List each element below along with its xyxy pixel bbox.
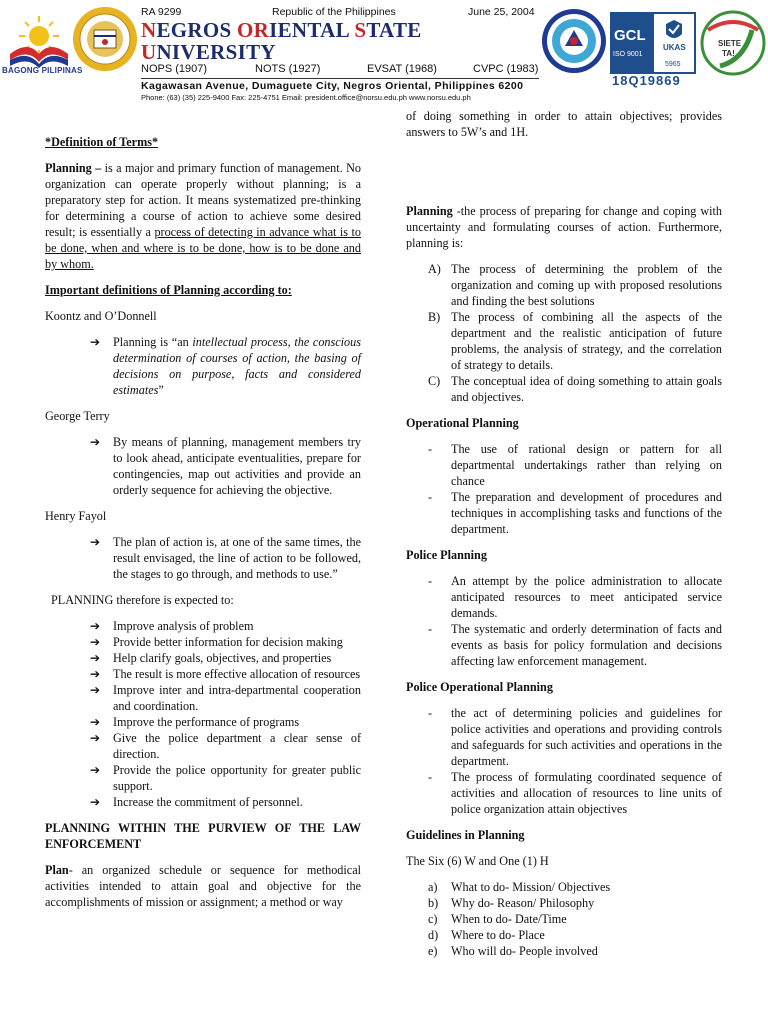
arrow-icon: ➔ — [90, 667, 101, 681]
plan-definition-continued: of doing something in order to attain objectives; provides answers to 5W’s and 1H. — [406, 109, 722, 139]
list-item: - The preparation and development of procedures and techniques in accomplishing tasks and functions of the department. — [428, 490, 722, 536]
list-item: ➔ Provide better information for decision making — [90, 635, 343, 649]
list-item: ➔ The plan of action is, at one of the same times, the result envisaged, the line of action to be followed, the stages to go through, and methods to use.” — [90, 535, 361, 581]
arrow-icon: ➔ — [90, 651, 101, 665]
arrow-icon: ➔ — [90, 715, 101, 729]
list-item: - The process of formulating coordinated sequence of activities and allocation of resources to line units of police organization attain objectives — [428, 770, 722, 816]
list-item: - The systematic and orderly determination of facts and events as basis for policy formulation and decisions affecting law enforcement management. — [428, 622, 722, 668]
author-fayol: Henry Fayol — [45, 509, 107, 523]
list-item: - An attempt by the police administration to allocate anticipated resources to meet anticipated service demands. — [428, 574, 722, 620]
guidelines-heading: Guidelines in Planning — [406, 828, 525, 842]
list-item: e) Who will do- People involved — [428, 944, 598, 958]
siete-tai-logo — [700, 10, 766, 76]
svg-text:5965: 5965 — [665, 61, 681, 68]
list-item: ➔ Improve analysis of problem — [90, 619, 254, 633]
svg-text:UKAS: UKAS — [663, 43, 686, 52]
list-item: B) The process of combining all the aspects of the department and the realistic anticipation of future problems, the analysis of strategy, and the correlation of strategy to details. — [428, 310, 722, 372]
list-item: ➔ Provide the police opportunity for greater public support. — [90, 763, 361, 793]
bagong-pilipinas-text: BAGONG PILIPINAS — [2, 66, 83, 75]
operational-planning-heading: Operational Planning — [406, 416, 519, 430]
planning-items-list — [406, 261, 722, 405]
arrow-icon: ➔ — [90, 795, 101, 809]
list-item: d) Where to do- Place — [428, 928, 545, 942]
police-operational-planning-heading: Police Operational Planning — [406, 680, 553, 694]
fayol-quote-list — [90, 534, 361, 582]
police-planning-heading: Police Planning — [406, 548, 487, 562]
police-operational-planning-list — [406, 705, 722, 817]
republic-text: Republic of the Philippines — [272, 6, 396, 18]
list-item: a) What to do- Mission/ Objectives — [428, 880, 611, 894]
list-item: c) When to do- Date/Time — [428, 912, 567, 926]
list-item: - the act of determining policies and guidelines for police activities and operations and providing controls and safeguards for such activities and operations in the department. — [428, 706, 722, 768]
left-column — [45, 108, 361, 910]
expected-list — [90, 618, 361, 810]
list-item: A) The process of determining the problem of the organization and coming up with proposed resolutions and finding the best solutions — [428, 262, 722, 308]
important-definitions-heading: Important definitions of Planning according to: — [45, 283, 292, 297]
university-name: NEGROS ORIENTAL STATE UNIVERSITY — [141, 18, 422, 64]
letterhead-text — [141, 6, 539, 102]
author-koontz: Koontz and O’Donnell — [45, 309, 157, 323]
campus-seal — [541, 8, 607, 74]
list-item: - The use of rational design or pattern for all departmental undertakings rather than relying on chance — [428, 442, 722, 488]
letterhead — [0, 0, 768, 102]
police-planning-list — [406, 573, 722, 669]
arrow-icon: ➔ — [90, 635, 101, 649]
list-item: ➔ Improve the performance of programs — [90, 715, 300, 729]
list-item: C) The conceptual idea of doing something to attain goals and objectives. — [428, 374, 722, 404]
list-item: ➔ Increase the commitment of personnel. — [90, 795, 303, 809]
campus-list: NOPS (1907) NOTS (1927) EVSAT (1968) CVPC (1983) — [141, 63, 539, 75]
arrow-icon: ➔ — [90, 335, 101, 349]
svg-text:TA!: TA! — [722, 49, 735, 58]
author-terry: George Terry — [45, 409, 110, 423]
list-item: b) Why do- Reason/ Philosophy — [428, 896, 595, 910]
planning-definition-2: Planning -the process of preparing for change and coping with uncertainty and formulating courses of action. Furthermore, planning is: — [406, 204, 722, 250]
six-w-one-h: The Six (6) W and One (1) H — [406, 854, 549, 868]
certificate-number: 18Q19869 — [612, 73, 681, 88]
founding-date: June 25, 2004 — [468, 6, 535, 18]
list-item: ➔ Improve inter and intra-departmental cooperation and coordination. — [90, 683, 361, 713]
arrow-icon: ➔ — [90, 683, 101, 697]
arrow-icon: ➔ — [90, 435, 101, 449]
list-item: ➔ Help clarify goals, objectives, and properties — [90, 651, 332, 665]
svg-text:ISO 9001: ISO 9001 — [613, 51, 643, 58]
koontz-quote-list — [90, 334, 361, 398]
expected-intro: PLANNING therefore is expected to: — [51, 593, 234, 607]
w-items-list — [406, 879, 722, 959]
list-item: ➔ Give the police department a clear sense of direction. — [90, 731, 361, 761]
plan-definition: Plan- an organized schedule or sequence for methodical activities intended to attain goal and objective for the accomplishments of mission or assignment; a method or way — [45, 863, 361, 909]
svg-text:SIETE: SIETE — [718, 39, 742, 48]
arrow-icon: ➔ — [90, 763, 101, 777]
svg-text:GCL: GCL — [614, 27, 646, 44]
list-item: ➔ The result is more effective allocation of resources — [90, 667, 361, 681]
definition-of-terms-title: *Definition of Terms* — [45, 135, 159, 149]
planning-definition: Planning – is a major and primary function of management. No organization can operate properly without planning; is a preparatory step for action. It means systematized pre-thinking for determining a course of action to achieve some desired result; is essentially a process of detecting in advance what is to be done, when and where is to be done, how is to be done and by whom. — [45, 161, 361, 271]
arrow-icon: ➔ — [90, 535, 101, 549]
university-seal — [72, 6, 138, 72]
list-item: ➔ Planning is “an intellectual process, the conscious determination of courses of action, the basing of decisions on purpose, facts and considered estimates” — [90, 335, 361, 397]
bagong-pilipinas-logo — [8, 10, 70, 70]
arrow-icon: ➔ — [90, 731, 101, 745]
arrow-icon: ➔ — [90, 619, 101, 633]
university-address: Kagawasan Avenue, Dumaguete City, Negros Oriental, Philippines 6200 — [141, 80, 524, 92]
operational-planning-list — [406, 441, 722, 537]
law-enforcement-heading: PLANNING WITHIN THE PURVIEW OF THE LAW ENFORCEMENT — [45, 821, 361, 851]
ra-number: RA 9299 — [141, 6, 182, 18]
right-column — [406, 108, 722, 959]
gcl-ukas-certification-icon — [610, 12, 696, 74]
contact-line: Phone: (63) (35) 225-9400 Fax: 225-4751 Email: president.office@norsu.edu.ph www.norsu.edu.ph — [141, 93, 471, 102]
terry-quote-list — [90, 434, 361, 498]
list-item: ➔ By means of planning, management members try to look ahead, anticipate eventualities, prepare for contingencies, map out activities and provide an orderly sequence for achieving the objective. — [90, 435, 361, 497]
